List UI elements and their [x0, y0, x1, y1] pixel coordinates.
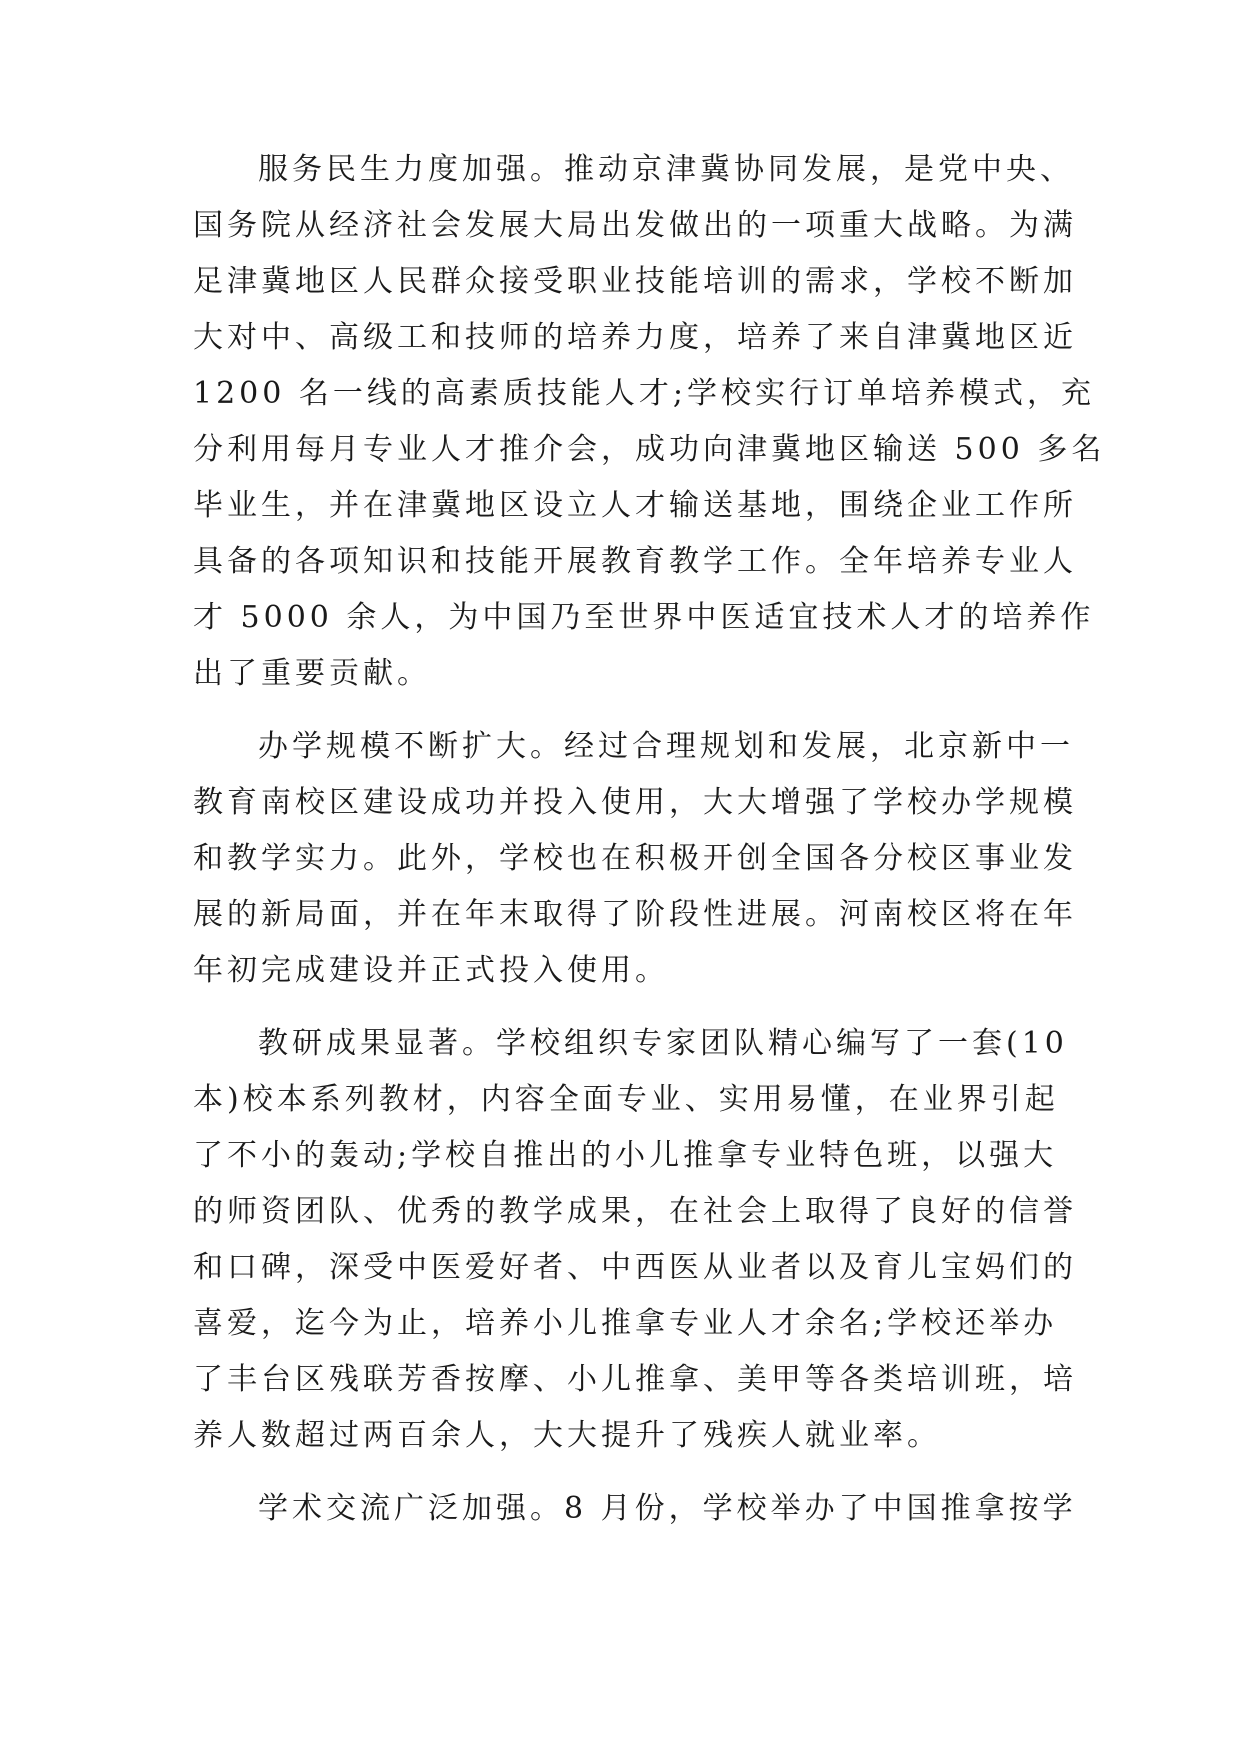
text-line: 了不小的轰动;学校自推出的小儿推拿专业特色班，以强大 — [193, 1138, 1058, 1173]
text-line: 毕业生，并在津冀地区设立人才输送基地，围绕企业工作所 — [193, 488, 1077, 523]
text-line: 养人数超过两百余人，大大提升了残疾人就业率。 — [193, 1418, 941, 1453]
text-line: 1200 名一线的高素质技能人才;学校实行订单培养模式，充 — [193, 376, 1095, 411]
text-line: 喜爱，迄今为止，培养小儿推拿专业人才余名;学校还举办 — [193, 1306, 1058, 1341]
text-line: 展的新局面，并在年末取得了阶段性进展。河南校区将在年 — [193, 897, 1077, 932]
text-line: 和口碑，深受中医爱好者、中西医从业者以及育儿宝妈们的 — [193, 1250, 1077, 1285]
text-line: 服务民生力度加强。推动京津冀协同发展，是党中央、 — [258, 152, 1074, 187]
text-line: 学术交流广泛加强。8 月份，学校举办了中国推拿按学 — [258, 1491, 1077, 1526]
text-line: 国务院从经济社会发展大局出发做出的一项重大战略。为满 — [193, 208, 1077, 243]
text-line: 具备的各项知识和技能开展教育教学工作。全年培养专业人 — [193, 544, 1077, 579]
text-line: 分利用每月专业人才推介会，成功向津冀地区输送 500 多名 — [193, 432, 1106, 467]
text-line: 和教学实力。此外，学校也在积极开创全国各分校区事业发 — [193, 841, 1077, 876]
text-line: 大对中、高级工和技师的培养力度，培养了来自津冀地区近 — [193, 320, 1077, 355]
text-line: 本)校本系列教材，内容全面专业、实用易懂，在业界引起 — [193, 1082, 1059, 1117]
text-line: 才 5000 余人，为中国乃至世界中医适宜技术人才的培养作 — [193, 600, 1095, 635]
text-line: 了丰台区残联芳香按摩、小儿推拿、美甲等各类培训班，培 — [193, 1362, 1077, 1397]
text-line: 办学规模不断扩大。经过合理规划和发展，北京新中一 — [258, 729, 1074, 764]
text-line: 出了重要贡献。 — [193, 656, 431, 691]
text-line: 足津冀地区人民群众接受职业技能培训的需求，学校不断加 — [193, 264, 1077, 299]
text-line: 的师资团队、优秀的教学成果，在社会上取得了良好的信誉 — [193, 1194, 1077, 1229]
text-line: 教研成果显著。学校组织专家团队精心编写了一套(10 — [258, 1026, 1068, 1061]
text-line: 教育南校区建设成功并投入使用，大大增强了学校办学规模 — [193, 785, 1077, 820]
text-line: 年初完成建设并正式投入使用。 — [193, 953, 669, 988]
